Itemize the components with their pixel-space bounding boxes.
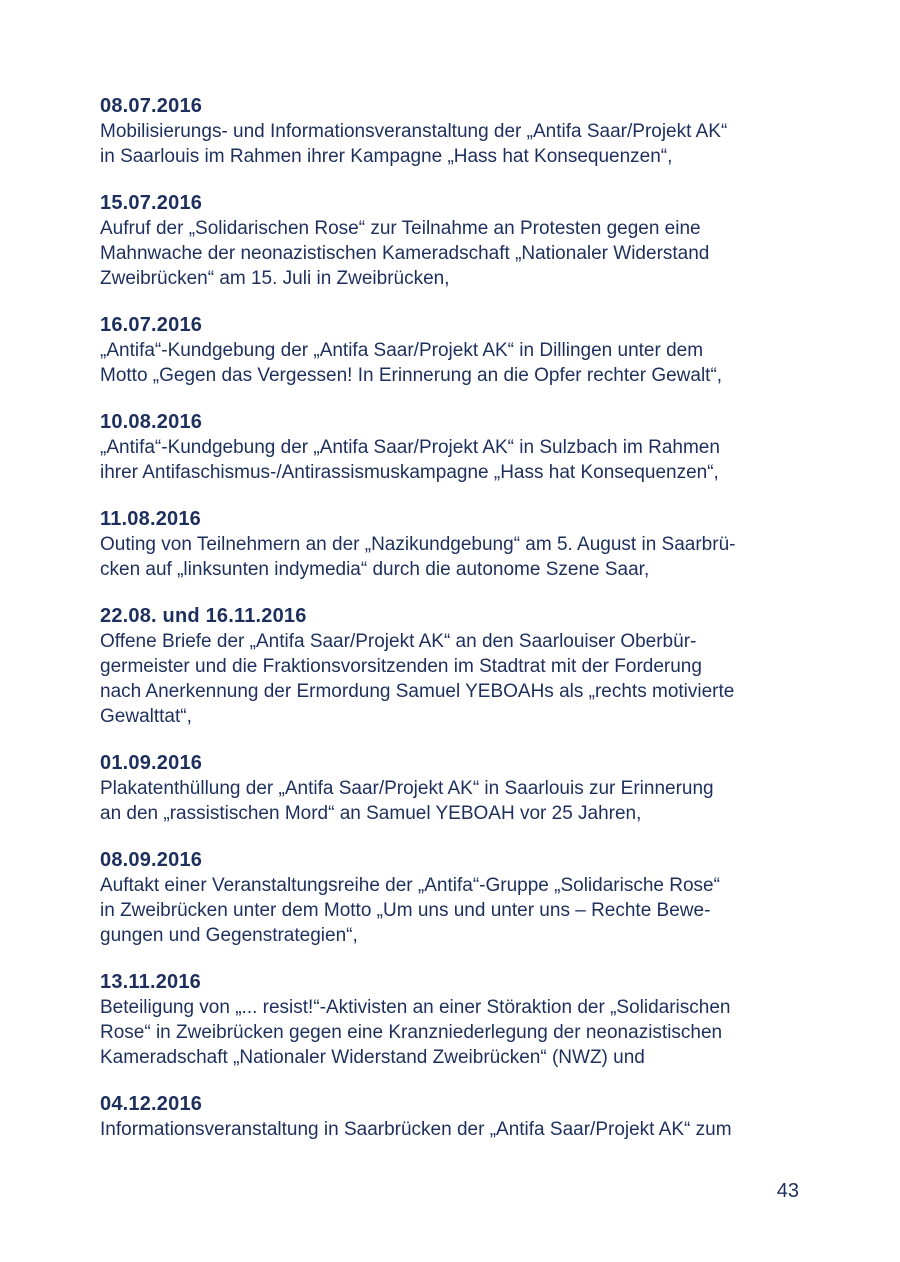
entry-date: 22.08. und 16.11.2016: [100, 605, 307, 627]
entry-text-line: Auftakt einer Veranstaltungsreihe der „Antifa“-Gruppe „Solidarische Rose“: [100, 875, 720, 896]
entry-description: [100, 873, 820, 948]
entry-description: [100, 776, 820, 826]
entry-date: 01.09.2016: [100, 752, 203, 774]
entry-text-line: nach Anerkennung der Ermordung Samuel YEBOAHs als „rechts motivierte: [100, 681, 735, 702]
entry-text-line: Rose“ in Zweibrücken gegen eine Kranzniederlegung der neonazistischen: [100, 1022, 723, 1043]
entry-text-line: „Antifa“-Kundgebung der „Antifa Saar/Projekt AK“ in Sulzbach im Rahmen: [100, 437, 720, 458]
document-body: [100, 94, 820, 1164]
entry-text-line: Offene Briefe der „Antifa Saar/Projekt AK“ an den Saarlouiser Oberbür-: [100, 631, 697, 652]
entry-text-line: in Zweibrücken unter dem Motto „Um uns und unter uns – Rechte Bewe-: [100, 900, 711, 921]
chronology-entry: [100, 604, 820, 729]
entry-text-line: Outing von Teilnehmern an der „Nazikundgebung“ am 5. August in Saarbrü-: [100, 534, 736, 555]
entry-description: [100, 435, 820, 485]
entry-text-line: Aufruf der „Solidarischen Rose“ zur Teilnahme an Protesten gegen eine: [100, 218, 701, 239]
entry-text-line: Mobilisierungs- und Informationsveranstaltung der „Antifa Saar/Projekt AK“: [100, 121, 728, 142]
entry-date: 16.07.2016: [100, 314, 203, 336]
entry-date: 04.12.2016: [100, 1093, 203, 1115]
entry-text-line: Motto „Gegen das Vergessen! In Erinnerung an die Opfer rechter Gewalt“,: [100, 365, 723, 386]
entry-date: 11.08.2016: [100, 508, 201, 530]
entry-date: 10.08.2016: [100, 411, 203, 433]
entry-text-line: gungen und Gegenstrategien“,: [100, 925, 358, 946]
entry-text-line: in Saarlouis im Rahmen ihrer Kampagne „Hass hat Konsequenzen“,: [100, 146, 673, 167]
entry-text-line: germeister und die Fraktionsvorsitzenden im Stadtrat mit der Forderung: [100, 656, 702, 677]
chronology-entry: [100, 313, 820, 388]
entry-description: [100, 629, 820, 729]
entry-text-line: Gewalttat“,: [100, 706, 192, 727]
page-number: 43: [776, 1180, 799, 1202]
entry-description: [100, 995, 820, 1070]
chronology-entry: [100, 751, 820, 826]
chronology-entry: [100, 410, 820, 485]
entry-text-line: Mahnwache der neonazistischen Kameradschaft „Nationaler Widerstand: [100, 243, 710, 264]
chronology-entry: [100, 191, 820, 291]
entry-description: [100, 119, 820, 169]
entry-text-line: ihrer Antifaschismus-/Antirassismuskampagne „Hass hat Konsequenzen“,: [100, 462, 719, 483]
entry-date: 08.09.2016: [100, 849, 203, 871]
chronology-entry: [100, 848, 820, 948]
chronology-entry: [100, 94, 820, 169]
entry-date: 15.07.2016: [100, 192, 203, 214]
entry-description: [100, 338, 820, 388]
chronology-entry: [100, 507, 820, 582]
chronology-entry: [100, 1092, 820, 1142]
entry-description: [100, 216, 820, 291]
entry-text-line: Beteiligung von „... resist!“-Aktivisten an einer Störaktion der „Solidarischen: [100, 997, 731, 1018]
entry-date: 08.07.2016: [100, 95, 203, 117]
entry-text-line: cken auf „linksunten indymedia“ durch die autonome Szene Saar,: [100, 559, 650, 580]
entry-text-line: an den „rassistischen Mord“ an Samuel YEBOAH vor 25 Jahren,: [100, 803, 642, 824]
entry-text-line: Zweibrücken“ am 15. Juli in Zweibrücken,: [100, 268, 450, 289]
entry-date: 13.11.2016: [100, 971, 201, 993]
chronology-entry: [100, 970, 820, 1070]
entry-text-line: Informationsveranstaltung in Saarbrücken der „Antifa Saar/Projekt AK“ zum: [100, 1119, 732, 1140]
entry-text-line: Kameradschaft „Nationaler Widerstand Zweibrücken“ (NWZ) und: [100, 1047, 645, 1068]
entry-description: [100, 1117, 820, 1142]
entry-description: [100, 532, 820, 582]
entry-text-line: „Antifa“-Kundgebung der „Antifa Saar/Projekt AK“ in Dillingen unter dem: [100, 340, 704, 361]
entry-text-line: Plakatenthüllung der „Antifa Saar/Projekt AK“ in Saarlouis zur Erinnerung: [100, 778, 714, 799]
